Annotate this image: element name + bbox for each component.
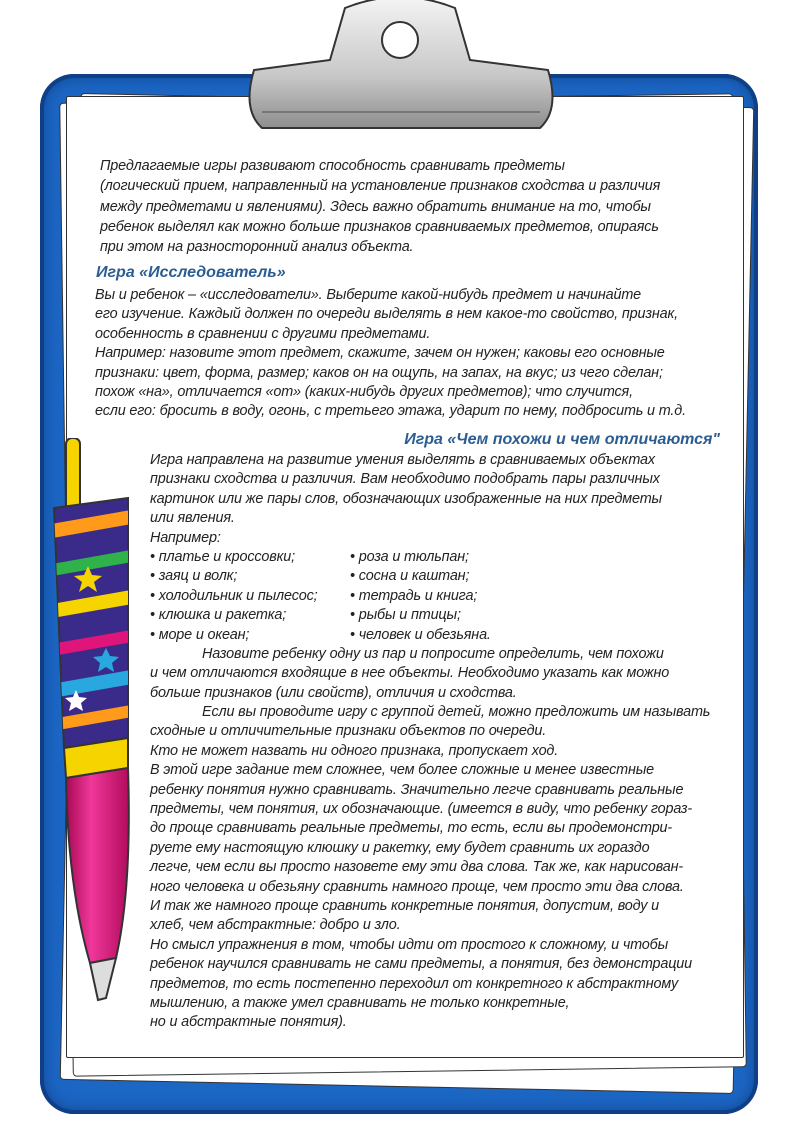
game1-title: Игра «Исследователь» bbox=[96, 264, 286, 281]
text-line: ного человека и обезьяну сравнить намного проще, чем просто эти два слова. bbox=[150, 878, 684, 895]
clipboard-clip-icon bbox=[0, 0, 800, 140]
text-line: Если вы проводите игру с группой детей, можно предложить им называть bbox=[202, 704, 711, 721]
text-line: или явления. bbox=[150, 510, 235, 527]
text-line: Например: назовите этот предмет, скажите, зачем он нужен; каковы его основные bbox=[95, 345, 665, 362]
text-line: Например: bbox=[150, 529, 221, 546]
text-line: между предметами и явлениями). Здесь важно обратить внимание на то, чтобы bbox=[100, 198, 651, 215]
text-line: до проще сравнивать реальные предметы, то есть, если вы продемонстри- bbox=[150, 820, 673, 837]
text-line: ребенок выделял как можно больше признаков сравниваемых предметов, опираясь bbox=[100, 218, 659, 235]
text-line: Игра направлена на развитие умения выделять в сравниваемых объектах bbox=[150, 452, 655, 468]
text-line: особенность в сравнении с другими предметами. bbox=[95, 325, 431, 342]
text-line: хлеб, чем абстрактные: добро и зло. bbox=[150, 917, 401, 934]
text-line: В этой игре задание тем сложнее, чем более сложные и менее известные bbox=[150, 762, 655, 779]
pair-row bbox=[150, 626, 710, 645]
text-line: ребенок научился сравнивать не сами предметы, а понятия, без демонстрации bbox=[150, 956, 693, 973]
text-line: похож «на», отличается «от» (каких-нибудь других предметов); что случится, bbox=[95, 383, 633, 400]
text-line: И так же намного проще сравнить конкретные понятия, допустим, воду и bbox=[150, 897, 659, 914]
text-line: Предлагаемые игры развивают способность сравнивать предметы bbox=[100, 158, 565, 174]
pair-row bbox=[150, 567, 710, 586]
text-line: если его: бросить в воду, огонь, с третьего этажа, ударит по нему, подбросить и т.д. bbox=[95, 403, 686, 420]
list-item: • клюшка и ракетка; bbox=[150, 607, 287, 624]
list-item: • заяц и волк; bbox=[150, 568, 238, 585]
text-line: и чем отличаются входящие в нее объекты. Необходимо указать как можно bbox=[150, 665, 670, 682]
text-line: Кто не может назвать ни одного признака, пропускает ход. bbox=[150, 742, 559, 759]
game2-body bbox=[150, 645, 710, 1033]
list-item: • холодильник и пылесос; bbox=[150, 587, 318, 604]
text-line: Но смысл упражнения в том, чтобы идти от простого к сложному, и чтобы bbox=[150, 936, 669, 953]
pairs-list bbox=[150, 548, 710, 645]
text-line: (логический прием, направленный на установление признаков сходства и различия bbox=[100, 178, 661, 195]
text-line: сходные и отличительные признаки объектов по очереди. bbox=[150, 723, 547, 740]
game2-description bbox=[150, 451, 710, 1033]
game1-description bbox=[95, 286, 686, 422]
text-line: больше признаков (или свойств), отличия и сходства. bbox=[150, 684, 517, 701]
game2-title: Игра «Чем похожи и чем отличаются" bbox=[404, 431, 720, 448]
list-item: • рыбы и птицы; bbox=[350, 607, 461, 624]
text-line: но и абстрактные понятия). bbox=[150, 1014, 347, 1031]
pen-icon bbox=[36, 438, 146, 1008]
text-line: признаки: цвет, форма, размер; каков он на ощупь, на запах, на вкус; из чего сделан; bbox=[95, 364, 663, 381]
text-line: признаки сходства и различия. Вам необходимо подобрать пары различных bbox=[150, 471, 660, 488]
list-item: • тетрадь и книга; bbox=[350, 587, 478, 604]
text-line: при этом на разносторонний анализ объекта. bbox=[100, 239, 414, 256]
pair-row bbox=[150, 606, 710, 625]
text-line: предметы, чем понятия, их обозначающие. (имеется в виду, что ребенку гораз- bbox=[150, 801, 693, 818]
pair-row bbox=[150, 548, 710, 567]
text-line: Назовите ребенку одну из пар и попросите определить, чем похожи bbox=[202, 645, 664, 662]
text-line: предметов, то есть постепенно переходил от конкретного к абстрактному bbox=[150, 975, 678, 992]
text-line: легче, чем если вы просто назовете ему эти два слова. Так же, как нарисован- bbox=[150, 859, 684, 876]
list-item: • сосна и каштан; bbox=[350, 568, 470, 585]
list-item: • роза и тюльпан; bbox=[350, 548, 469, 565]
text-line: его изучение. Каждый должен по очереди выделять в нем какое-то свойство, признак, bbox=[95, 306, 679, 323]
list-item: • человек и обезьяна. bbox=[350, 626, 491, 643]
text-line: ребенку понятия нужно сравнивать. Значительно легче сравнивать реальные bbox=[150, 781, 684, 798]
text-line: картинок или же пары слов, обозначающих изображенные на них предметы bbox=[150, 490, 662, 507]
pair-row bbox=[150, 587, 710, 606]
text-line: мышлению, а также умел сравнивать не только конкретные, bbox=[150, 994, 570, 1011]
list-item: • море и океан; bbox=[150, 626, 250, 643]
text-line: Вы и ребенок – «исследователи». Выберите какой-нибудь предмет и начинайте bbox=[95, 287, 642, 303]
intro-paragraph bbox=[100, 156, 660, 257]
list-item: • платье и кроссовки; bbox=[150, 548, 295, 565]
text-line: руете ему настоящую клюшку и ракетку, ему будет сравнить их гораздо bbox=[150, 839, 650, 856]
